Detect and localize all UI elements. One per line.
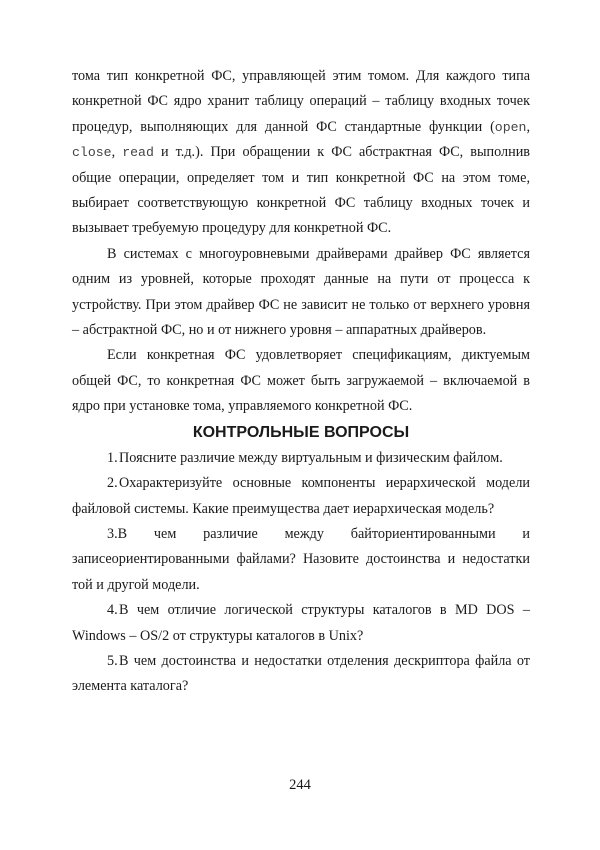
question-text: Охарактеризуйте основные компоненты иерархической модели файловой системы. Какие преимущества дает иерархическая модель?: [72, 475, 530, 517]
question-text: Поясните различие между виртуальным и физическим файлом.: [119, 449, 503, 466]
page-number: 244: [289, 777, 311, 793]
separator: ,: [526, 118, 530, 135]
question-5: [72, 649, 530, 700]
question-word: и: [522, 525, 530, 542]
paragraph-2: В системах с многоуровневыми драйверами драйвер ФС является одним из уровней, которые проходят данные на пути от процесса к устройству. При этом драйвер ФС не зависит не только от верхнего уровня – абстрактной ФС, но и от нижнего уровня – аппаратных драйверов.: [72, 245, 530, 339]
question-text: В чем достоинства и недостатки отделения дескриптора файла от элемента каталога?: [72, 652, 530, 695]
question-2: [72, 471, 530, 522]
paragraph-1: [72, 64, 530, 242]
question-number: 1.: [107, 449, 118, 466]
question-word: байториентированными: [350, 525, 496, 542]
question-3-lead: [72, 522, 127, 547]
question-3-first-line: [72, 522, 530, 547]
question-text: В чем отличие логической структуры каталогов в MD DOS – Windows – OS/2 от структуры каталогов в Unix?: [72, 602, 530, 644]
question-3: [72, 522, 530, 598]
question-word: чем: [153, 525, 177, 542]
question-4: [72, 598, 530, 649]
section-title: КОНТРОЛЬНЫЕ ВОПРОСЫ: [192, 423, 410, 441]
question-1: [72, 446, 530, 471]
code-read: read: [122, 145, 154, 161]
code-open: open: [494, 119, 527, 135]
question-number: 5.: [107, 652, 118, 669]
question-number: 4.: [107, 602, 118, 619]
paragraph-3: Если конкретная ФС удовлетворяет спецификациям, диктуемым общей ФС, то конкретная ФС может быть загружаемой – включаемой в ядро при установке тома, управляемого конкретной ФС.: [72, 347, 530, 415]
question-word: В: [117, 525, 128, 542]
code-close: close: [72, 145, 112, 161]
paragraph-1-part1: тома тип конкретной ФС, управляющей этим томом. Для каждого типа конкретной ФС ядро хранит таблицу операций – таблицу входных точек процедур, выполняющих для данной ФС стандартные функции (: [72, 68, 530, 135]
question-word: различие: [203, 525, 258, 542]
question-number: 3.: [107, 525, 118, 542]
body-text: [72, 64, 530, 700]
paragraph-1-part2: и т.д.). При обращении к ФС абстрактная ФС, выполнив общие операции, определяет том и тип конкретной ФС на этом томе, выбирает соответствующую конкретной ФС таблицу входных точек и вызывает требуемую процедуру для конкретной ФС.: [72, 144, 530, 237]
separator: ,: [111, 144, 123, 161]
question-number: 2.: [107, 475, 118, 492]
question-3-rest: записеориентированными файлами? Назовите достоинства и недостатки той и другой модели.: [72, 551, 530, 593]
question-word: между: [284, 525, 324, 542]
